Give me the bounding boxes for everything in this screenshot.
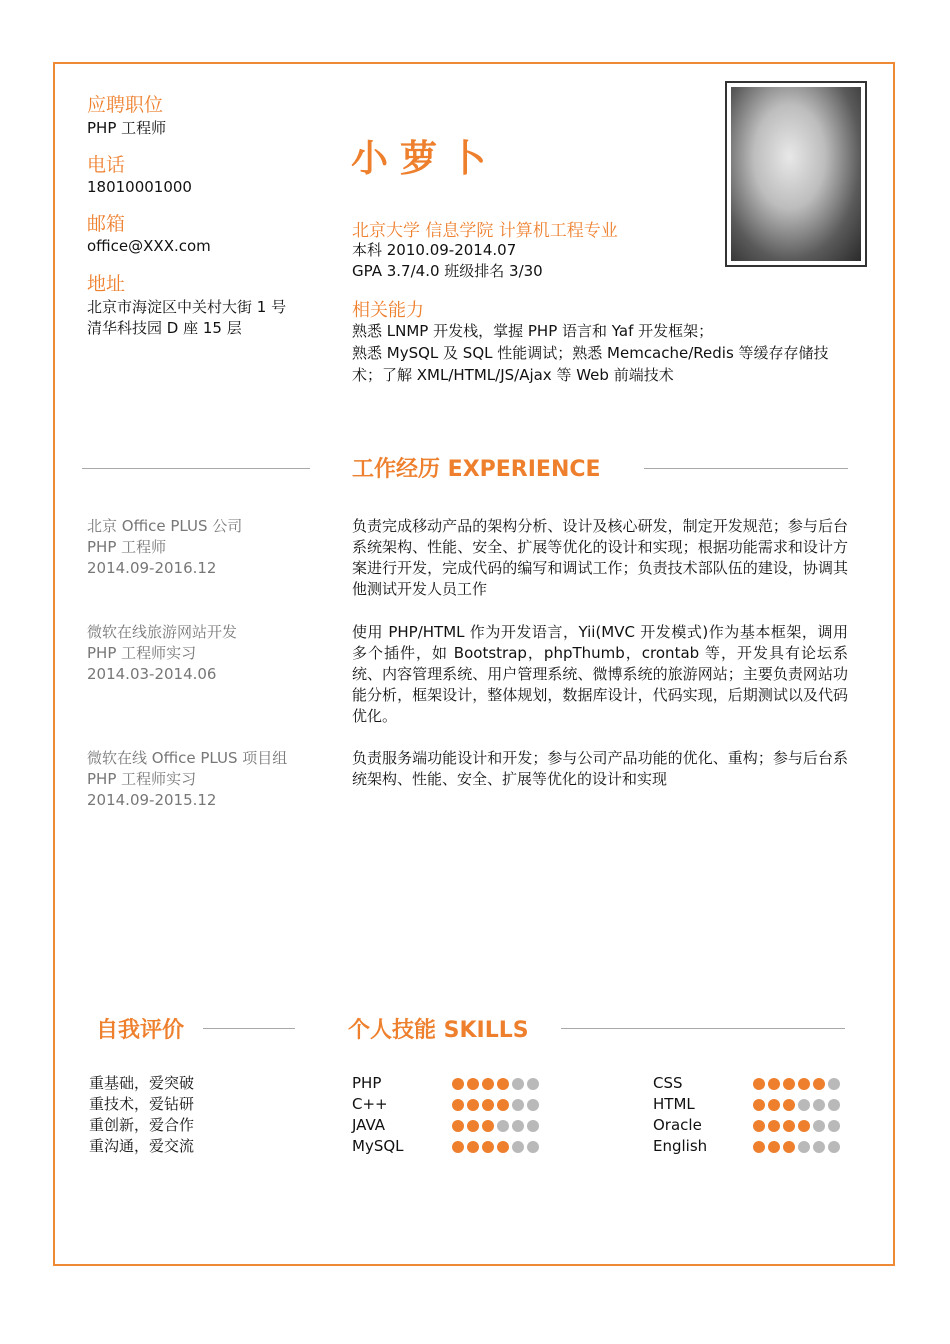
skill-rating [452,1141,539,1153]
skill-name: MySQL [352,1137,404,1155]
rating-dot-filled [768,1078,780,1090]
experience-divider-left [82,468,310,469]
experience-item-3-meta [87,748,327,811]
skill-rating [452,1099,539,1111]
rating-dot-filled [753,1120,765,1132]
rating-dot-empty [813,1120,825,1132]
abilities-title: 相关能力 [352,300,424,321]
phone-value: 18010001000 [87,178,192,196]
experience-role: PHP 工程师实习 [87,644,197,662]
rating-dot-empty [512,1099,524,1111]
rating-dot-filled [798,1120,810,1132]
self-eval-list [89,1073,194,1157]
rating-dot-filled [768,1141,780,1153]
rating-dot-filled [783,1141,795,1153]
rating-dot-empty [512,1141,524,1153]
experience-period: 2014.03-2014.06 [87,665,217,683]
skill-rating [452,1078,539,1090]
experience-item-2-meta [87,622,327,685]
self-eval-divider [203,1028,295,1029]
rating-dot-empty [512,1078,524,1090]
rating-dot-filled [783,1120,795,1132]
skill-name: C++ [352,1095,388,1113]
skills-title: 个人技能 SKILLS [348,1018,529,1043]
self-eval-title: 自我评价 [96,1018,185,1043]
skills-divider [561,1028,845,1029]
rating-dot-empty [813,1099,825,1111]
skill-name: English [653,1137,708,1155]
rating-dot-filled [482,1120,494,1132]
experience-description: 负责完成移动产品的架构分析、设计及核心研发，制定开发规范；参与后台系统架构、性能、安全、扩展等优化的设计和实现；根据功能需求和设计方案进行开发，完成代码的编写和调试工作；负责技术部队伍的建设，协调其他测试开发人员工作 [352,517,848,598]
rating-dot-empty [527,1120,539,1132]
rating-dot-empty [512,1120,524,1132]
rating-dot-filled [452,1078,464,1090]
abilities-line-1: 熟悉 LNMP 开发栈，掌握 PHP 语言和 Yaf 开发框架； [352,322,714,340]
rating-dot-empty [527,1078,539,1090]
position-value: PHP 工程师 [87,119,167,137]
rating-dot-empty [527,1141,539,1153]
rating-dot-empty [828,1120,840,1132]
rating-dot-empty [828,1141,840,1153]
rating-dot-filled [452,1120,464,1132]
abilities-line-2: 熟悉 MySQL 及 SQL 性能调试；熟悉 Memcache/Redis 等缓存存储技 [352,344,829,362]
rating-dot-filled [482,1141,494,1153]
rating-dot-filled [768,1120,780,1132]
experience-company: 微软在线旅游网站开发 [87,623,238,641]
rating-dot-filled [813,1078,825,1090]
email-label: 邮箱 [87,213,126,235]
skill-rating [753,1099,840,1111]
rating-dot-filled [497,1141,509,1153]
experience-title: 工作经历 EXPERIENCE [352,457,601,482]
position-label: 应聘职位 [87,94,164,116]
rating-dot-filled [497,1099,509,1111]
education-gpa: GPA 3.7/4.0 班级排名 3/30 [352,262,543,280]
rating-dot-empty [497,1120,509,1132]
phone-label: 电话 [87,154,126,176]
experience-description: 使用 PHP/HTML 作为开发语言，Yii(MVC 开发模式)作为基本框架，调用多个插件，如 Bootstrap，phpThumb，crontab 等，开发具有论坛系统、内容管理系统、用户管理系统、微博系统的旅游网站；主要负责网站功能分析，框架设计，整体规划，数据库设计，代码实现，后期测试以及代码优化。 [352,623,848,725]
rating-dot-filled [798,1078,810,1090]
skill-name: Oracle [653,1116,702,1134]
self-eval-item: 重创新，爱合作 [89,1116,195,1134]
rating-dot-filled [467,1141,479,1153]
experience-company: 北京 Office PLUS 公司 [87,517,243,535]
rating-dot-empty [798,1141,810,1153]
rating-dot-filled [467,1120,479,1132]
skill-rating [753,1141,840,1153]
experience-role: PHP 工程师 [87,538,167,556]
skill-name: PHP [352,1074,382,1092]
address-label: 地址 [87,273,126,295]
skill-rating [753,1078,840,1090]
rating-dot-empty [828,1099,840,1111]
rating-dot-filled [768,1099,780,1111]
rating-dot-filled [482,1099,494,1111]
rating-dot-filled [753,1141,765,1153]
portrait-photo-frame [725,81,867,267]
rating-dot-filled [467,1099,479,1111]
rating-dot-filled [753,1078,765,1090]
rating-dot-empty [798,1099,810,1111]
experience-item-1-meta [87,516,327,579]
education-school: 北京大学 信息学院 计算机工程专业 [352,221,618,241]
rating-dot-filled [452,1141,464,1153]
address-line-2: 清华科技园 D 座 15 层 [87,319,242,337]
education-degree: 本科 2010.09-2014.07 [352,241,517,259]
experience-company: 微软在线 Office PLUS 项目组 [87,749,288,767]
rating-dot-filled [753,1099,765,1111]
skill-name: JAVA [352,1116,386,1134]
self-eval-item: 重沟通，爱交流 [89,1137,195,1155]
address-line-1: 北京市海淀区中关村大街 1 号 [87,298,287,316]
rating-dot-filled [497,1078,509,1090]
self-eval-item: 重基础，爱突破 [89,1074,195,1092]
experience-period: 2014.09-2016.12 [87,559,217,577]
candidate-name: 小萝卜 [351,137,498,180]
skill-name: HTML [653,1095,695,1113]
experience-divider-right [644,468,848,469]
self-eval-item: 重技术，爱钻研 [89,1095,195,1113]
experience-period: 2014.09-2015.12 [87,791,217,809]
skill-name: CSS [653,1074,683,1092]
abilities-text [352,320,848,386]
skill-rating [452,1120,539,1132]
rating-dot-filled [783,1078,795,1090]
rating-dot-filled [452,1099,464,1111]
experience-description: 负责服务端功能设计和开发；参与公司产品功能的优化、重构；参与后台系统架构、性能、安全、扩展等优化的设计和实现 [352,749,848,788]
experience-role: PHP 工程师实习 [87,770,197,788]
rating-dot-empty [828,1078,840,1090]
rating-dot-filled [482,1078,494,1090]
rating-dot-empty [813,1141,825,1153]
rating-dot-filled [467,1078,479,1090]
rating-dot-filled [783,1099,795,1111]
portrait-photo [731,87,861,261]
skill-rating [753,1120,840,1132]
rating-dot-empty [527,1099,539,1111]
email-value[interactable]: office@XXX.com [87,237,211,255]
abilities-line-3: 术；了解 XML/HTML/JS/Ajax 等 Web 前端技术 [352,366,674,384]
